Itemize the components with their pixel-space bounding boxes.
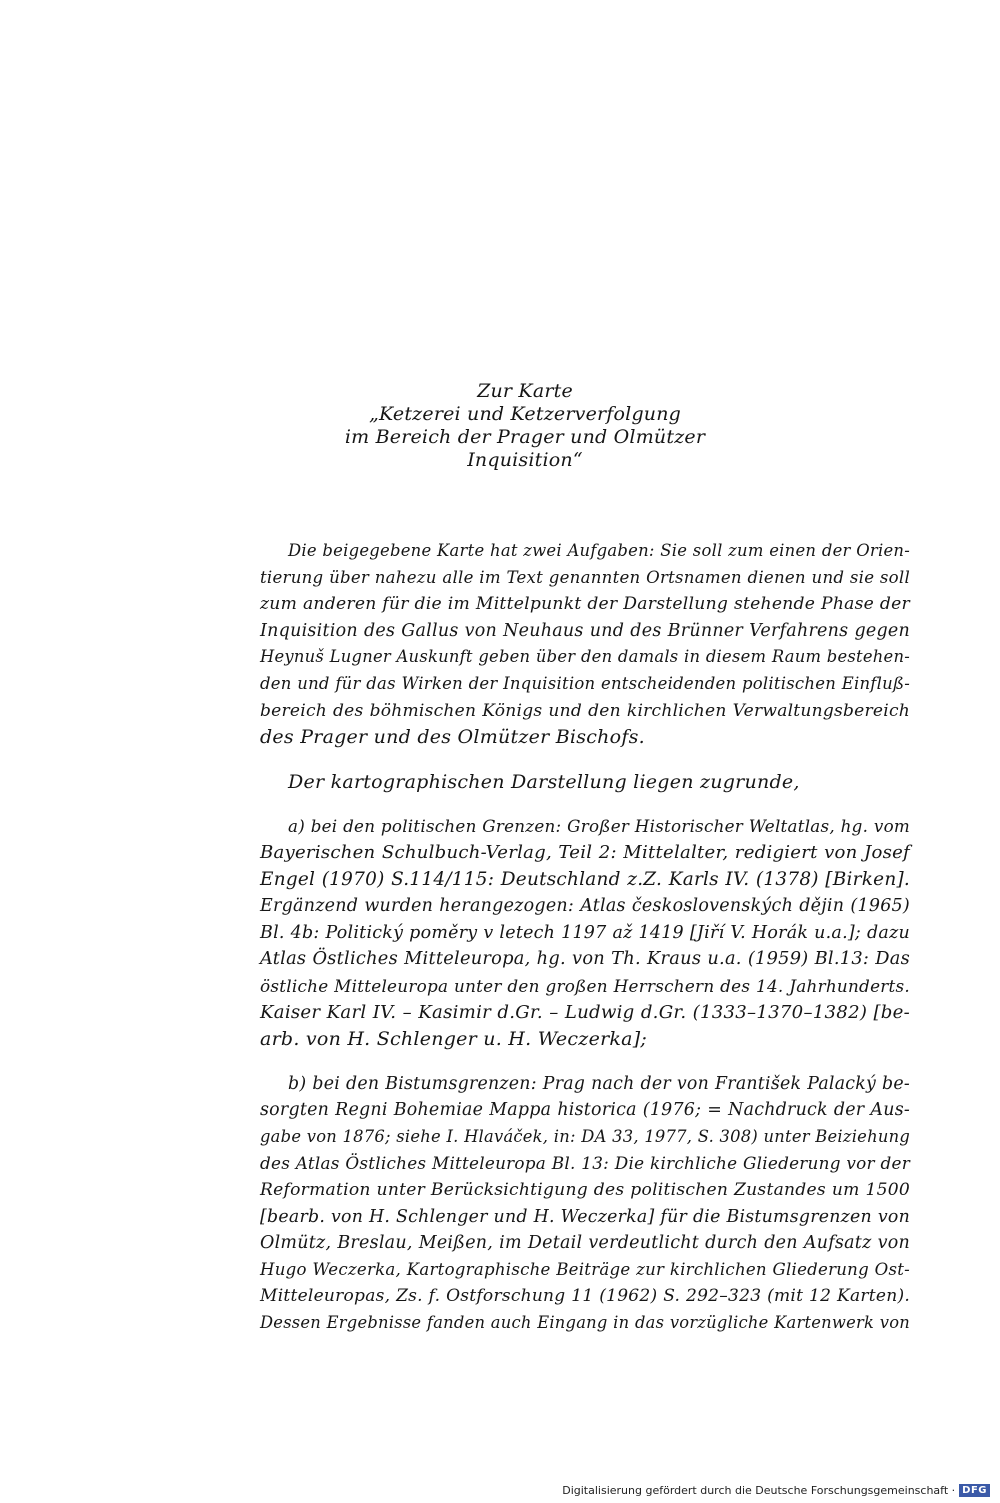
digitization-footer: [562, 1484, 990, 1497]
paragraph-line: Olmütz, Breslau, Meißen, im Detail verdeutlicht durch den Aufsatz von: [260, 1233, 910, 1254]
paragraph-line: Atlas Östliches Mitteleuropa, hg. von Th. Kraus u.a. (1959) Bl.13: Das: [260, 948, 910, 970]
paragraph-line: des Atlas Östliches Mitteleuropa Bl. 13: Die kirchliche Gliederung vor der: [260, 1153, 910, 1174]
paragraph-line: Inquisition des Gallus von Neuhaus und des Brünner Verfahrens gegen: [260, 620, 910, 641]
paragraph-line: Heynuš Lugner Auskunft geben über den damals in diesem Raum bestehen-: [260, 647, 910, 667]
paragraph-line: des Prager und des Olmützer Bischofs.: [260, 726, 645, 749]
title-line-1: Zur Karte: [477, 380, 573, 402]
paragraph-line: tierung über nahezu alle im Text genannten Ortsnamen dienen und sie soll: [260, 567, 910, 587]
paragraph-line: zum anderen für die im Mittelpunkt der Darstellung stehende Phase der: [260, 594, 910, 615]
title-line-2: „Ketzerei und Ketzerverfolgung: [368, 403, 682, 425]
paragraph-line: Reformation unter Berücksichtigung des politischen Zustandes um 1500: [260, 1180, 910, 1201]
title-line-3: im Bereich der Prager und Olmützer: [344, 426, 706, 448]
footer-text: Digitalisierung gefördert durch die Deutsche Forschungsgemeinschaft ·: [562, 1484, 956, 1497]
paragraph-line: den und für das Wirken der Inquisition entscheidenden politischen Einfluß-: [260, 673, 910, 693]
paragraph-line: Dessen Ergebnisse fanden auch Eingang in das vorzügliche Kartenwerk von: [260, 1313, 910, 1333]
paragraph-line: Ergänzend wurden herangezogen: Atlas československých dějin (1965): [260, 896, 910, 917]
paragraph-line: Bayerischen Schulbuch-Verlag, Teil 2: Mittelalter, redigiert von Josef: [260, 841, 910, 863]
paragraph-line: [bearb. von H. Schlenger und H. Weczerka] für die Bistumsgrenzen von: [260, 1206, 910, 1227]
paragraph-line: Mitteleuropas, Zs. f. Ostforschung 11 (1962) S. 292–323 (mit 12 Karten).: [260, 1286, 910, 1307]
paragraph-line: Hugo Weczerka, Kartographische Beiträge zur kirchlichen Gliederung Ost-: [260, 1259, 910, 1279]
paragraph-line: bereich des böhmischen Königs und den kirchlichen Verwaltungsbereich: [260, 700, 910, 721]
paragraph-line: a) bei den politischen Grenzen: Großer Historischer Weltatlas, hg. vom: [288, 816, 910, 837]
paragraph-line: östliche Mitteleuropa unter den großen Herrschern des 14. Jahrhunderts.: [260, 975, 910, 996]
paragraph-line: Engel (1970) S.114/115: Deutschland z.Z. Karls IV. (1378) [Birken].: [260, 868, 910, 890]
dfg-logo-icon: DFG: [959, 1484, 990, 1497]
paragraph-line: b) bei den Bistumsgrenzen: Prag nach der von František Palacký be-: [288, 1073, 910, 1094]
body-text: [260, 538, 910, 1337]
paragraph-line: gabe von 1876; siehe I. Hlaváček, in: DA 33, 1977, S. 308) unter Beiziehung: [260, 1126, 910, 1146]
paragraph-spacer: [260, 751, 910, 769]
paragraph-line: Bl. 4b: Politický poměry v letech 1197 až 1419 [Jiří V. Horák u.a.]; dazu: [260, 922, 910, 943]
paragraph-line: sorgten Regni Bohemiae Mappa historica (1976; = Nachdruck der Aus-: [260, 1100, 910, 1121]
paragraph-line: arb. von H. Schlenger u. H. Weczerka];: [260, 1028, 648, 1051]
paragraph-spacer: [260, 795, 910, 813]
paragraph-line: Kaiser Karl IV. – Kasimir d.Gr. – Ludwig d.Gr. (1333–1370–1382) [be-: [260, 1001, 910, 1023]
paragraph-spacer: [260, 1053, 910, 1071]
paragraph-line: Der kartographischen Darstellung liegen zugrunde,: [288, 770, 800, 793]
paragraph-line: Die beigegebene Karte hat zwei Aufgaben: Sie soll zum einen der Orien-: [288, 541, 910, 560]
title-line-4: Inquisition“: [467, 449, 583, 471]
map-title: [300, 380, 750, 472]
